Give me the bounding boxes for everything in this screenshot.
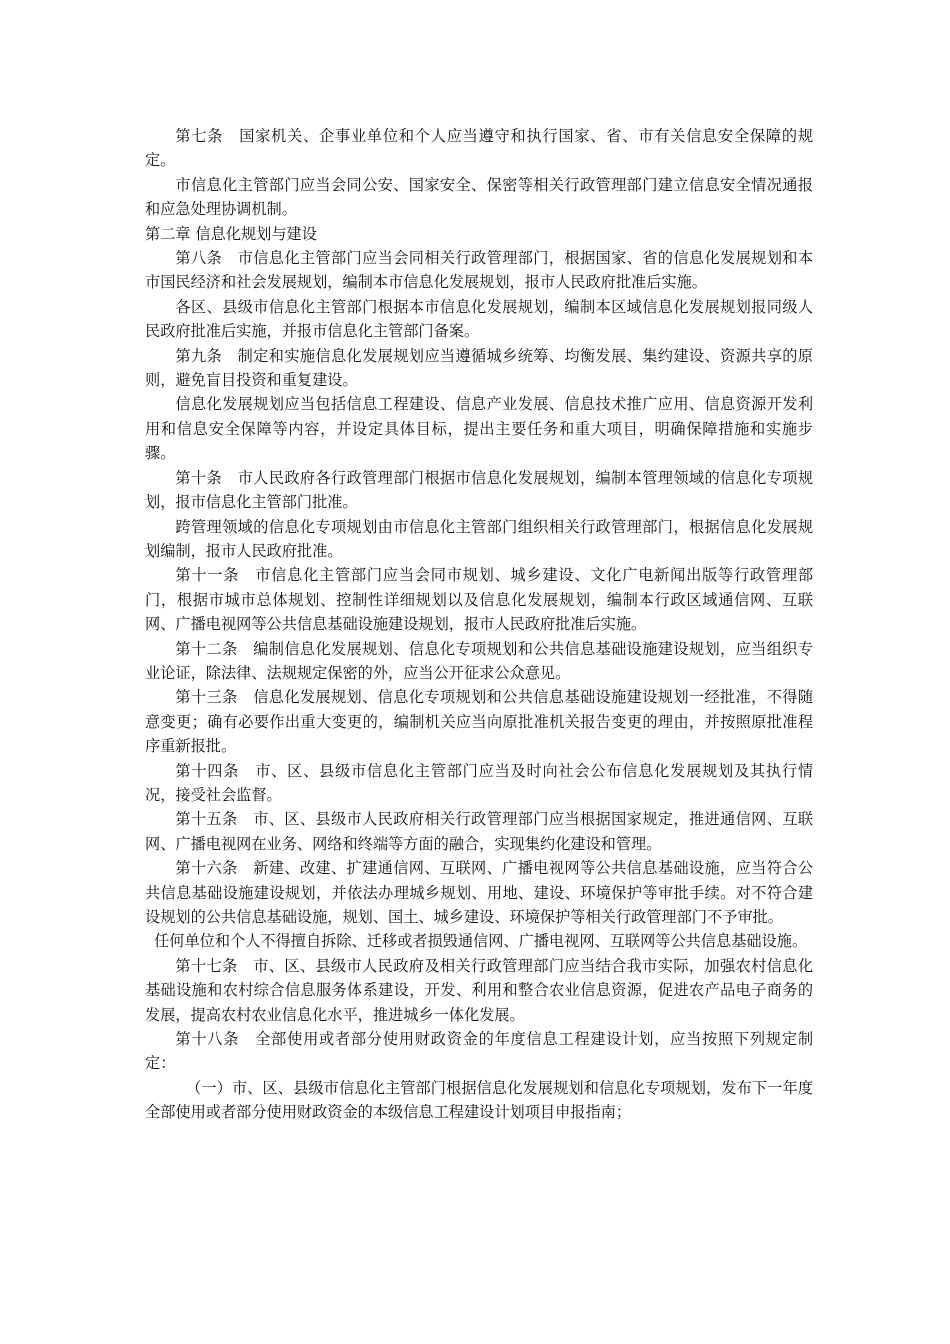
paragraph-article-18: 第十八条 全部使用或者部分使用财政资金的年度信息工程建设计划，应当按照下列规定制定：	[145, 1030, 813, 1073]
paragraph-article-12: 第十二条 编制信息化发展规划、信息化专项规划和公共信息基础设施建设规划，应当组织专业论证，除法律、法规规定保密的外，应当公开征求公众意见。	[145, 639, 813, 682]
paragraph-article-14: 第十四条 市、区、县级市信息化主管部门应当及时向社会公布信息化发展规划及其执行情况，接受社会监督。	[145, 761, 813, 804]
paragraph-infrastructure-protection: 任何单位和个人不得擅自拆除、迁移或者损毁通信网、广播电视网、互联网等公共信息基础设施。	[154, 932, 808, 951]
paragraph-info-security-mechanism: 市信息化主管部门应当会同公安、国家安全、保密等相关行政管理部门建立信息安全情况通报和应急处理协调机制。	[145, 175, 813, 219]
paragraph-article-8: 第八条 市信息化主管部门应当会同相关行政管理部门，根据国家、省的信息化发展规划和本市国民经济和社会发展规划，编制本市信息化发展规划，报市人民政府批准后实施。	[145, 249, 813, 292]
paragraph-article-18-item-1: （一）市、区、县级市信息化主管部门根据信息化发展规划和信息化专项规划，发布下一年度全部使用或者部分使用财政资金的本级信息工程建设计划项目申报指南；	[145, 1078, 813, 1122]
paragraph-planning-content: 信息化发展规划应当包括信息工程建设、信息产业发展、信息技术推广应用、信息资源开发利用和信息安全保障等内容，并设定具体目标，提出主要任务和重大项目，明确保障措施和实施步骤。	[145, 395, 813, 463]
paragraph-article-10: 第十条 市人民政府各行政管理部门根据市信息化发展规划，编制本管理领域的信息化专项规划，报市信息化主管部门批准。	[145, 468, 813, 512]
chapter-heading: 第二章 信息化规划与建设	[145, 224, 317, 243]
paragraph-cross-domain-planning: 跨管理领域的信息化专项规划由市信息化主管部门组织相关行政管理部门，根据信息化发展规划编制，报市人民政府批准。	[145, 517, 813, 560]
paragraph-article-13: 第十三条 信息化发展规划、信息化专项规划和公共信息基础设施建设规划一经批准，不得随意变更；确有必要作出重大变更的，编制机关应当向原批准机关报告变更的理由，并按照原批准程序重新报批。	[145, 688, 813, 756]
paragraph-article-11: 第十一条 市信息化主管部门应当会同市规划、城乡建设、文化广电新闻出版等行政管理部门，根据市城市总体规划、控制性详细规划以及信息化发展规划，编制本行政区域通信网、互联网、广播电视网等公共信息基础设施建设规划，报市人民政府批准后实施。	[145, 566, 813, 634]
paragraph-article-15: 第十五条 市、区、县级市人民政府相关行政管理部门应当根据国家规定，推进通信网、互联网、广播电视网在业务、网络和终端等方面的融合，实现集约化建设和管理。	[145, 810, 813, 853]
paragraph-article-16: 第十六条 新建、改建、扩建通信网、互联网、广播电视网等公共信息基础设施，应当符合公共信息基础设施建设规划，并依法办理城乡规划、用地、建设、环境保护等审批手续。对不符合建设规划的公共信息基础设施，规划、国土、城乡建设、环境保护等相关行政管理部门不予审批。	[145, 859, 813, 926]
paragraph-article-9: 第九条 制定和实施信息化发展规划应当遵循城乡统筹、均衡发展、集约建设、资源共享的原则，避免盲目投资和重复建设。	[145, 346, 813, 390]
document-page	[145, 124, 813, 1125]
paragraph-article-7: 第七条 国家机关、企事业单位和个人应当遵守和执行国家、省、市有关信息安全保障的规定。	[145, 127, 813, 170]
paragraph-district-planning: 各区、县级市信息化主管部门根据本市信息化发展规划，编制本区域信息化发展规划报同级人民政府批准后实施，并报市信息化主管部门备案。	[145, 297, 813, 341]
paragraph-article-17: 第十七条 市、区、县级市人民政府及相关行政管理部门应当结合我市实际，加强农村信息化基础设施和农村综合信息服务体系建设，开发、利用和整合农业信息资源，促进农产品电子商务的发展，提高农村农业信息化水平，推进城乡一体化发展。	[145, 956, 813, 1024]
